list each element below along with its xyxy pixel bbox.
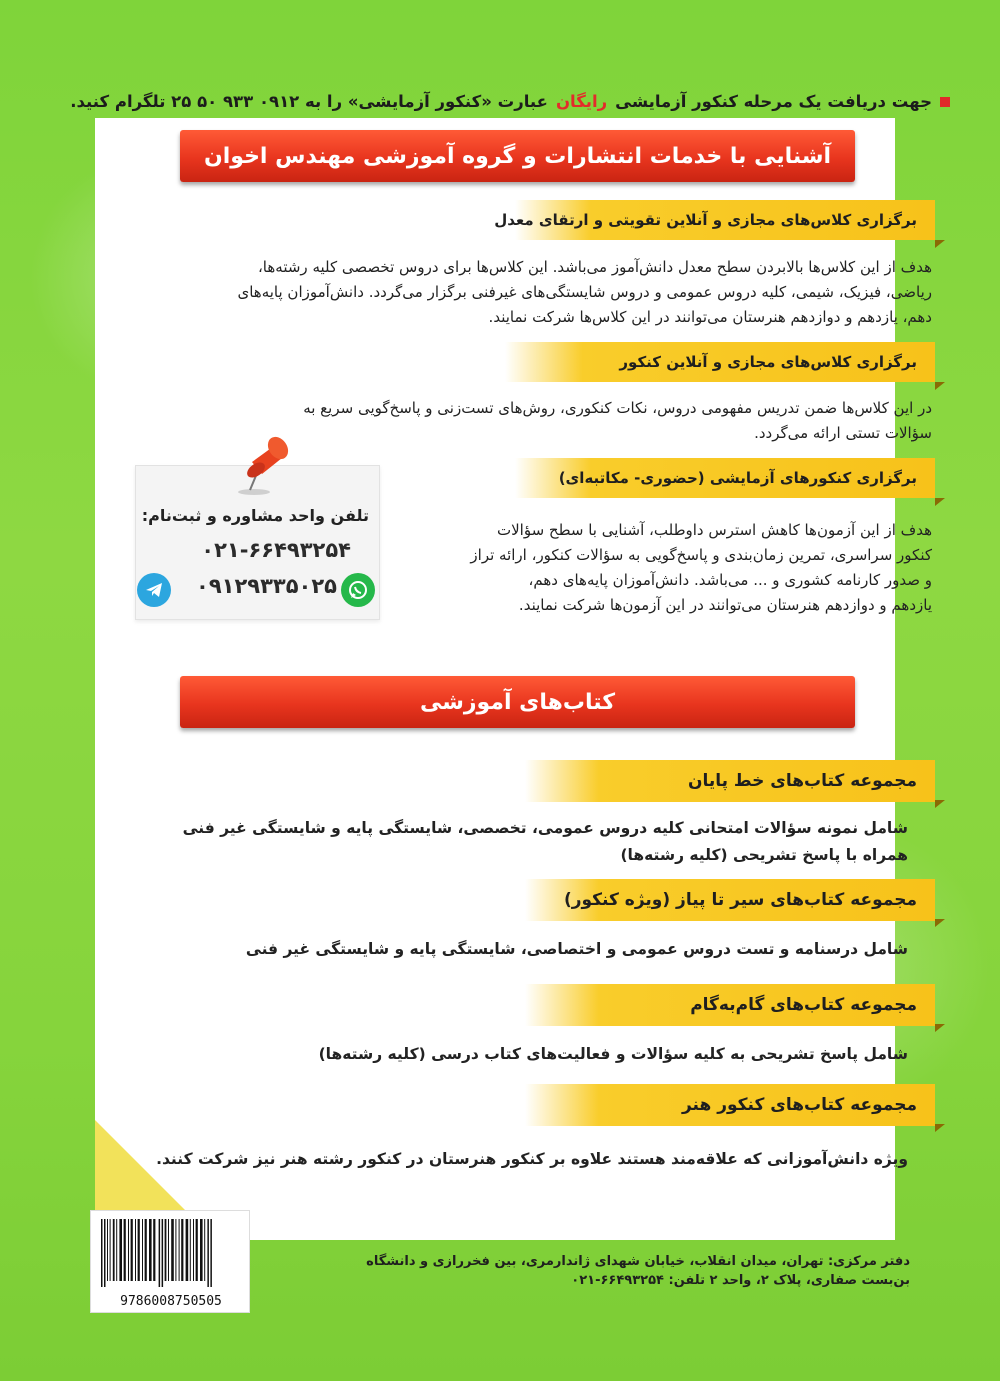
text-line: یازدهم و دوازدهم هنرستان می‌توانند در این آزمون‌ها شرکت نمایند. <box>518 596 932 614</box>
book-paragraph-4 <box>148 1146 908 1173</box>
service-tab-1 <box>494 200 935 240</box>
barcode-bar <box>101 1219 103 1287</box>
text-line: کنکور سراسری، تمرین زمان‌بندی و پاسخ‌گویی به سؤالات کنکور، ارائه تراز <box>470 546 932 564</box>
barcode-bar <box>116 1219 117 1281</box>
book-tab-3 <box>525 984 935 1026</box>
text-line: ریاضی، فیزیک، شیمی، کلیه دروس عمومی و دروس شایستگی‌های غیرفنی برگزار می‌گردد. دانش‌آموزان پایه‌های <box>237 283 932 301</box>
book-paragraph-1 <box>168 815 908 869</box>
barcode-bar <box>110 1219 111 1281</box>
barcode-bar <box>190 1219 191 1281</box>
barcode-bar <box>131 1219 133 1281</box>
text-line: و صدور کارنامه کشوری و ... می‌باشد. دانش‌آموزان پایه‌های دهم، <box>528 571 932 589</box>
service-tab-1-title: برگزاری کلاس‌های مجازی و آنلاین تقویتی و ارتقای معدل <box>494 211 917 229</box>
barcode-bar <box>104 1219 106 1287</box>
barcode-bar <box>181 1219 183 1281</box>
service-tab-3 <box>515 458 935 498</box>
barcode-bar <box>196 1219 198 1281</box>
top-notice-free-word: رایگان <box>555 92 608 111</box>
barcode-bar <box>145 1219 147 1281</box>
barcode-bar <box>142 1219 143 1281</box>
text-line: شامل درسنامه و تست دروس عمومی و اختصاصی، شایستگی پایه و شایستگی غیر فنی <box>245 940 908 958</box>
service-tab-3-title: برگزاری کنکورهای آزمایشی (حضوری- مکاتبه‌ای) <box>558 469 917 487</box>
book-tab-1-title: مجموعه کتاب‌های خط پایان <box>687 771 917 791</box>
barcode-bar <box>135 1219 136 1281</box>
barcode-bar <box>179 1219 180 1281</box>
barcode-bar <box>159 1219 161 1287</box>
footer-address <box>290 1252 910 1290</box>
barcode-bar <box>149 1219 152 1281</box>
book-tab-3-title: مجموعه کتاب‌های گام‌به‌گام <box>690 995 917 1015</box>
barcode-bar <box>107 1219 108 1281</box>
contact-phone-landline: ۰۲۱-۶۶۴۹۳۲۵۴ <box>201 538 351 562</box>
barcode-bar <box>128 1219 129 1281</box>
top-notice <box>50 92 950 111</box>
barcode-bar <box>207 1219 209 1287</box>
text-line: هدف از این آزمون‌ها کاهش استرس داوطلب، آشنایی با سطح سؤالات <box>496 521 932 539</box>
book-tab-2 <box>525 879 935 921</box>
book-tab-1 <box>525 760 935 802</box>
barcode-bar <box>124 1219 126 1281</box>
text-line: در این کلاس‌ها ضمن تدریس مفهومی دروس، نکات کنکوری، روش‌های تست‌زنی و پاسخ‌گویی سریع به <box>303 399 932 417</box>
books-banner-title: کتاب‌های آموزشی <box>420 689 615 715</box>
top-notice-suffix: عبارت «کنکور آزمایشی» را به ۰۹۱۲ ۹۳۳ ۵۰ ۲۵ تلگرام کنید. <box>70 92 548 111</box>
barcode-bar <box>119 1219 122 1281</box>
services-banner-title: آشنایی با خدمات انتشارات و گروه آموزشی مهندس اخوان <box>203 143 832 169</box>
service-paragraph-1 <box>162 255 932 330</box>
book-paragraph-3 <box>168 1041 908 1068</box>
barcode-bar <box>171 1219 174 1281</box>
service-tab-2 <box>505 342 935 382</box>
top-notice-prefix: جهت دریافت یک مرحله کنکور آزمایشی <box>615 92 932 111</box>
barcode-bar <box>186 1219 189 1281</box>
book-paragraph-2 <box>168 936 908 963</box>
text-line: هدف از این کلاس‌ها بالابردن سطح معدل دانش‌آموز می‌باشد. این کلاس‌ها برای دروس تخصصی کلیه رشته‌ها، <box>257 258 932 276</box>
isbn-barcode <box>90 1210 250 1313</box>
barcode-bar <box>193 1219 194 1281</box>
barcode-bar <box>200 1219 203 1281</box>
barcode-bar <box>113 1219 115 1281</box>
barcode-bar <box>204 1219 205 1281</box>
books-banner <box>180 676 855 728</box>
text-line: همراه با پاسخ تشریحی (کلیه رشته‌ها) <box>620 846 908 864</box>
service-tab-2-title: برگزاری کلاس‌های مجازی و آنلاین کنکور <box>619 353 917 371</box>
barcode-bar <box>210 1219 212 1287</box>
text-line: شامل پاسخ تشریحی به کلیه سؤالات و فعالیت‌های کتاب درسی (کلیه رشته‌ها) <box>318 1045 908 1063</box>
barcode-bar <box>165 1219 167 1281</box>
barcode-bar <box>168 1219 169 1281</box>
whatsapp-icon <box>341 573 375 607</box>
contact-title: تلفن واحد مشاوره و ثبت‌نام: <box>141 506 369 525</box>
text-line: دهم، یازدهم و دوازدهم هنرستان می‌توانند در این کلاس‌ها شرکت نمایند. <box>488 308 932 326</box>
isbn-number: 9786008750505 <box>120 1294 222 1309</box>
book-tab-4-title: مجموعه کتاب‌های کنکور هنر <box>681 1095 917 1115</box>
contact-phone-mobile: ۰۹۱۲۹۳۳۵۰۲۵ <box>196 574 337 598</box>
barcode-bar <box>175 1219 176 1281</box>
text-line: شامل نمونه سؤالات امتحانی کلیه دروس عمومی، تخصصی، شایستگی پایه و شایستگی غیر فنی <box>182 819 908 837</box>
barcode-bar <box>162 1219 164 1287</box>
book-tab-2-title: مجموعه کتاب‌های سیر تا پیاز (ویژه کنکور) <box>563 890 917 910</box>
barcode-bar <box>138 1219 140 1281</box>
service-paragraph-3 <box>432 518 932 618</box>
barcode-bar <box>153 1219 155 1281</box>
services-banner <box>180 130 855 182</box>
pushpin-icon <box>232 428 292 502</box>
text-line: ویژه دانش‌آموزانی که علاقه‌مند هستند علاوه بر کنکور هنرستان در کنکور رشته هنر نیز شرکت کنند. <box>156 1150 908 1168</box>
red-bullet-icon <box>940 97 950 107</box>
text-line: سؤالات تستی ارائه می‌گردد. <box>754 424 932 442</box>
telegram-icon <box>137 573 171 607</box>
address-line-2: بن‌بست صفاری، پلاک ۲، واحد ۲ تلفن: ۶۶۴۹۳۲۵۴-۰۲۱ <box>571 1273 910 1288</box>
address-line-1: دفتر مرکزی: تهران، میدان انقلاب، خیابان شهدای ژاندارمری، بین فخررازی و دانشگاه <box>366 1254 910 1269</box>
book-tab-4 <box>525 1084 935 1126</box>
